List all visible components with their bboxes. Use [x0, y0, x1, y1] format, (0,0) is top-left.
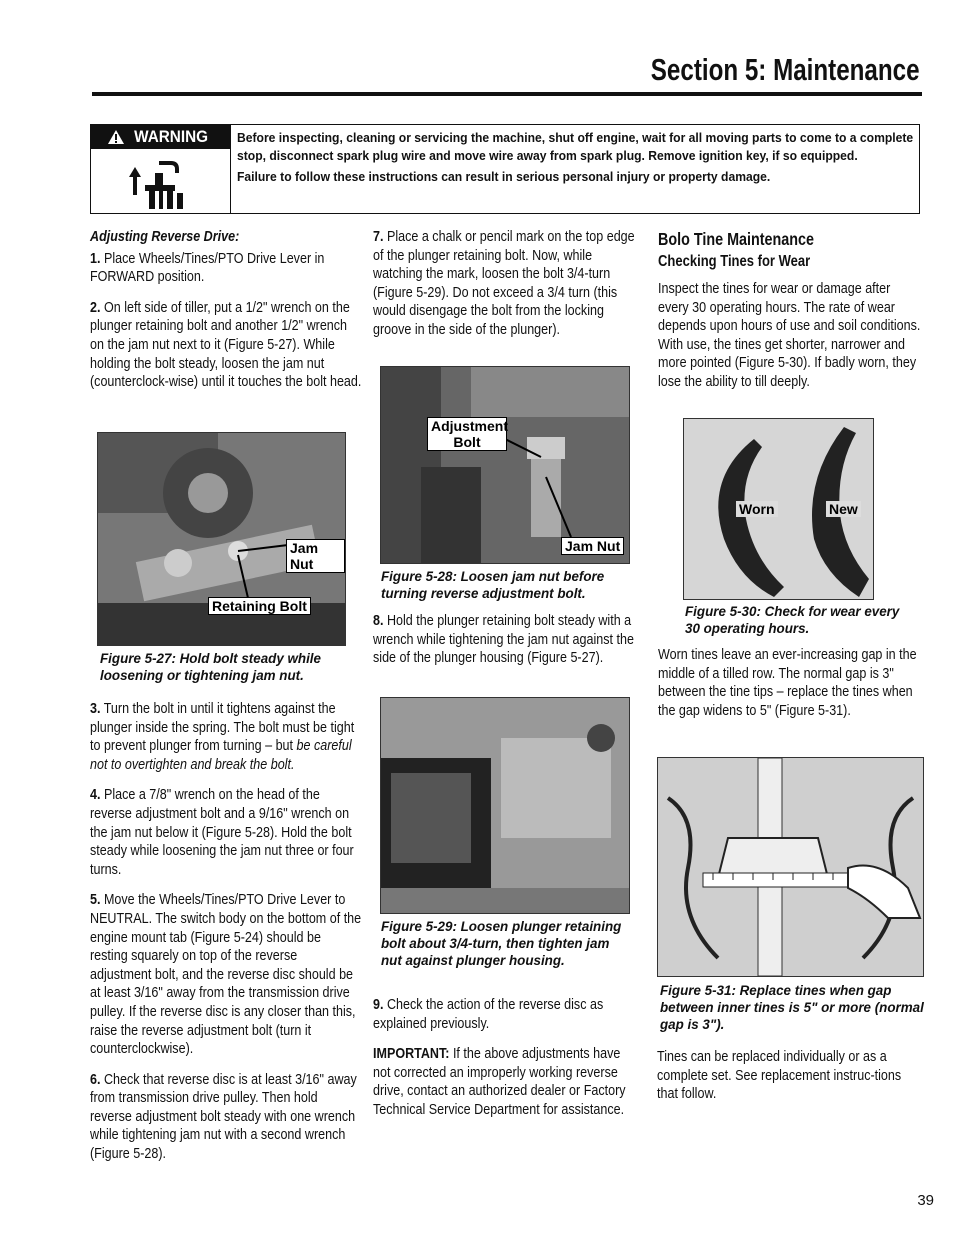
step-9: 9. Check the action of the reverse disc as explained previously.: [373, 997, 604, 1032]
page-number: 39: [917, 1192, 934, 1209]
adjusting-reverse-drive-heading: Adjusting Reverse Drive:: [90, 229, 240, 245]
label-new: New: [826, 501, 861, 517]
figure-5-30-caption: Figure 5-30: Check for wear every 30 operating hours.: [685, 604, 900, 636]
label-jam-nut-28: Jam Nut: [561, 537, 624, 555]
important-note: IMPORTANT: If the above adjustments have not corrected an improperly working reverse drive, contact an authorized dealer or Factory Technical Service Department for assistance.: [373, 1046, 626, 1118]
warning-box: [90, 124, 920, 214]
label-adjustment-bolt: Adjustment Bolt: [427, 417, 507, 451]
warning-consequence: Failure to follow these instructions can result in serious personal injury or property damage.: [237, 169, 771, 184]
step-8: 8. Hold the plunger retaining bolt steady with a wrench while tightening the jam nut against the side of the plunger housing (Figure 5-27).: [373, 613, 634, 667]
step-4: 4. Place a 7/8" wrench on the head of the reverse adjustment bolt and a 9/16" wrench on the jam nut below it (Figure 5-28). Hold the bolt steady while loosening the jam nut three or four turns.: [90, 787, 354, 878]
figure-5-28-photo: [380, 366, 630, 564]
figure-5-29-caption: Figure 5-29: Loosen plunger retaining bolt about 3/4-turn, then tighten jam nut against plunger housing.: [381, 919, 622, 968]
label-jam-nut: Jam Nut: [286, 539, 345, 573]
warning-text: [237, 129, 913, 186]
step-5: 5. Move the Wheels/Tines/PTO Drive Lever to NEUTRAL. The switch body on the bottom of the engine mount tab (Figure 5-24) should be resting squarely on top of the reverse adjustment bolt, and the reverse disc should be at least 3/16" away from the transmission drive pulley. If the reverse disc is any closer than this, raise the reverse adjustment bolt (turn it counterclockwise).: [90, 892, 362, 1058]
column-1-lower: [90, 700, 406, 1176]
warning-icon-panel: [91, 125, 231, 213]
figure-5-30-photo: [683, 418, 874, 600]
col3-paragraph-1: Inspect the tines for wear or damage after every 30 operating hours. The rate of wear depends upon hours of use and soil conditions. With use, the tines get shorter, narrower and more pointed (Figure 5-30). If badly worn, they lose the ability to till deeply.: [658, 281, 921, 390]
figure-5-27-caption: Figure 5-27: Hold bolt steady while loosening or tightening jam nut.: [100, 651, 321, 683]
header-rule: [92, 92, 922, 96]
warning-banner: [91, 125, 230, 149]
page-title: Section 5: Maintenance: [651, 52, 920, 87]
warning-instructions: Before inspecting, cleaning or servicing the machine, shut off engine, wait for all moving parts to come to a complete stop, disconnect spark plug wire and move wire away from spark plug. Remove ignition key, if so equipped.: [237, 130, 914, 163]
figure-5-31-photo: [657, 757, 924, 977]
col3-paragraph-2: Worn tines leave an ever-increasing gap in the middle of a tilled row. The normal gap is 3" between the tine tips – replace the tines when the gap widens to 5" (Figure 5-31).: [658, 647, 917, 719]
figure-5-31-caption: Figure 5-31: Replace tines when gap between inner tines is 5" or more (normal gap is 3").: [660, 983, 924, 1032]
step-6: 6. Check that reverse disc is at least 3/16" away from transmission drive pulley. Then hold reverse adjustment bolt steady with one wrench while tightening jam nut with a second wrench (Figure 5-28).: [90, 1071, 357, 1163]
figure-5-28-caption: Figure 5-28: Loosen jam nut before turning reverse adjustment bolt.: [381, 569, 605, 601]
column-2: [373, 228, 681, 352]
adjustment-bolt-photo: [381, 367, 629, 563]
column-2-lower: [373, 996, 681, 1132]
step-2: 2. On left side of tiller, put a 1/2" wrench on the plunger retaining bolt and another 1/2" wrench on the jam nut next to it (Figure 5-27). While holding the bolt steady, loosen the jam nut (counterclock-wise) until it touches the bolt head.: [90, 299, 362, 391]
col3-paragraph-3: Tines can be replaced individually or as a complete set. See replacement instruc-tions that follow.: [657, 1049, 902, 1103]
alert-triangle-icon: [108, 130, 124, 144]
disconnect-spark-plug-icon: [119, 155, 199, 211]
figure-5-29-photo: [380, 697, 630, 914]
label-worn: Worn: [736, 501, 778, 517]
column-3-paragraph-2: [658, 646, 954, 732]
tine-gap-measure-drawing: [658, 758, 923, 976]
column-3-paragraph-3: [657, 1048, 954, 1116]
bolo-tine-maintenance-heading: Bolo Tine Maintenance: [658, 229, 815, 249]
step-1: 1. Place Wheels/Tines/PTO Drive Lever in FORWARD position.: [90, 250, 325, 286]
step-7: 7. Place a chalk or pencil mark on the top edge of the plunger retaining bolt. Now, while watching the mark, loosen the bolt 3/4-turn (Figure 5-29). Do not exceed a 3/4 turn (this would disengage the bolt from the locking groove in the side of the plunger).: [373, 229, 635, 338]
column-3-heading: [658, 229, 938, 271]
figure-5-27-photo: [97, 432, 346, 646]
column-3: [658, 280, 954, 404]
label-retaining-bolt: Retaining Bolt: [208, 597, 311, 615]
step-3: 3. Turn the bolt in until it tightens against the plunger inside the spring. The bolt must be tight to prevent plunger from turning – but be careful not to overtighten and break the bolt.: [90, 701, 355, 773]
column-2-step-8: [373, 612, 681, 680]
column-1: [90, 228, 406, 404]
checking-tines-heading: Checking Tines for Wear: [658, 253, 811, 270]
warning-label: WARNING: [134, 127, 209, 146]
plunger-housing-photo: [381, 698, 629, 913]
